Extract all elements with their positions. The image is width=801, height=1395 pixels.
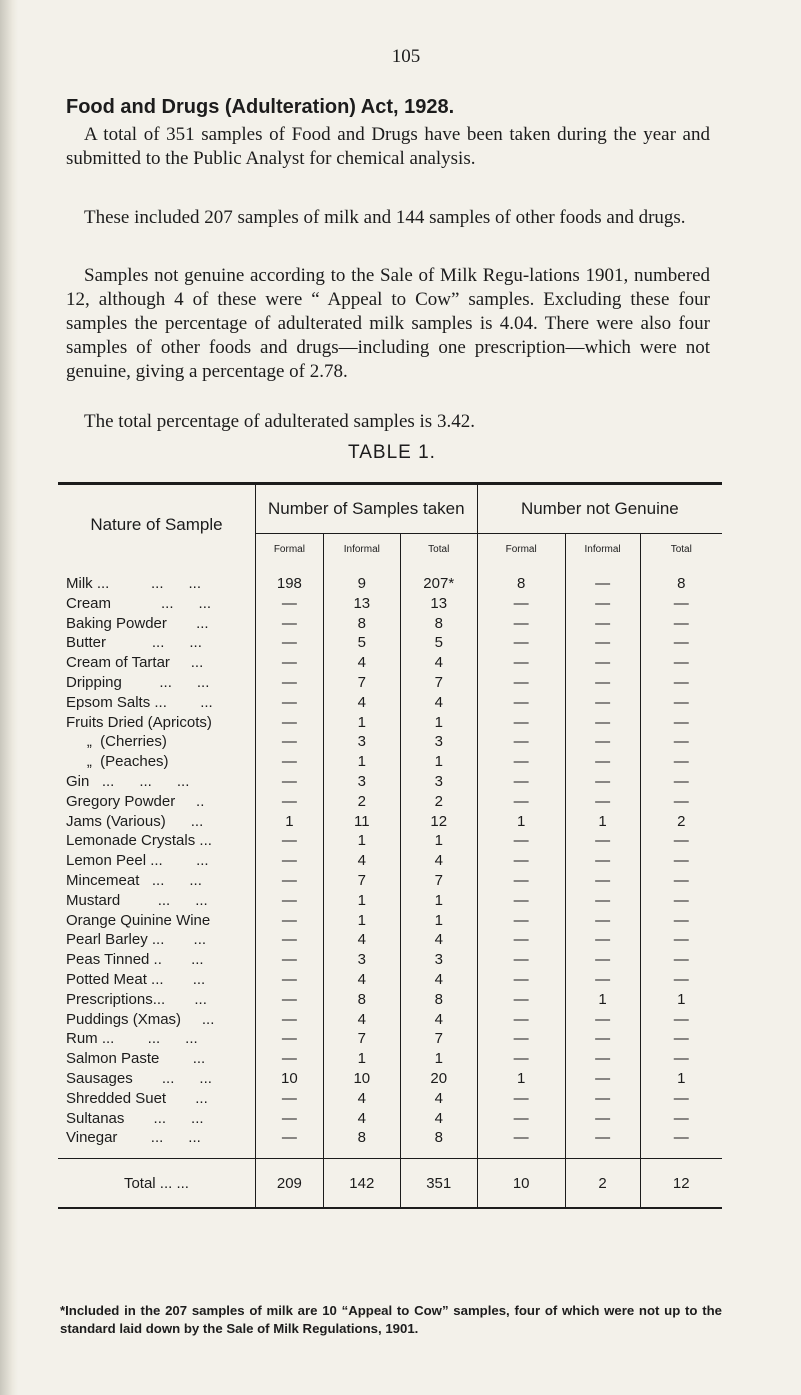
value-cell: 4 <box>323 930 400 950</box>
table-row <box>58 732 722 752</box>
sample-name-cell: Peas Tinned .. ... <box>66 951 204 969</box>
paragraph-3: Samples not genuine according to the Sale of Milk Regu-lations 1901, numbered 12, although 4 of these were “ Appeal to Cow” samples. Excluding these four samples the percentage of adulterated milk samples is 4.04. There were also four samples of other foods and drugs—including one prescription—which were not genuine, giving a percentage of 2.78. <box>66 265 710 382</box>
value-cell: — <box>477 1128 565 1148</box>
value-cell: — <box>640 1109 722 1129</box>
value-cell: 2 <box>400 792 477 812</box>
value-cell: — <box>565 950 640 970</box>
sample-name-cell: Baking Powder ... <box>66 614 209 632</box>
value-cell: — <box>640 851 722 871</box>
value-cell: — <box>255 732 323 752</box>
value-cell: — <box>640 1049 722 1069</box>
value-cell: — <box>640 792 722 812</box>
value-cell: 4 <box>400 970 477 990</box>
value-cell: — <box>255 653 323 673</box>
subheader-total-not-genuine: Total <box>640 534 722 565</box>
value-cell: — <box>565 792 640 812</box>
value-cell: — <box>640 614 722 634</box>
value-cell: 7 <box>400 871 477 891</box>
value-cell: 4 <box>400 653 477 673</box>
value-cell: 11 <box>323 812 400 832</box>
value-cell: — <box>640 752 722 772</box>
value-cell: — <box>255 1109 323 1129</box>
total-cell: 10 <box>477 1159 565 1209</box>
total-cell: 2 <box>565 1159 640 1209</box>
total-cell: 12 <box>640 1159 722 1209</box>
sample-name-cell: Lemon Peel ... ... <box>66 852 209 870</box>
value-cell: 8 <box>323 1128 400 1148</box>
value-cell: 4 <box>400 851 477 871</box>
value-cell: 7 <box>323 1029 400 1049</box>
page-number: 105 <box>391 46 421 67</box>
value-cell: — <box>477 1029 565 1049</box>
value-cell: — <box>565 732 640 752</box>
value-cell: — <box>255 772 323 792</box>
sample-name-cell: Vinegar ... ... <box>66 1129 201 1147</box>
value-cell: — <box>640 1128 722 1148</box>
value-cell: 5 <box>323 633 400 653</box>
value-cell: — <box>565 1069 640 1089</box>
value-cell: 8 <box>323 614 400 634</box>
value-cell: — <box>477 713 565 733</box>
value-cell: — <box>640 713 722 733</box>
header-samples-taken: Number of Samples taken <box>255 484 477 534</box>
value-cell: — <box>477 871 565 891</box>
total-cell: 209 <box>255 1159 323 1209</box>
value-cell: 1 <box>400 713 477 733</box>
sample-name-cell: Lemonade Crystals ... <box>66 832 212 850</box>
value-cell: 4 <box>400 1010 477 1030</box>
sample-name-cell: Epsom Salts ... ... <box>66 693 213 711</box>
value-cell: — <box>255 851 323 871</box>
value-cell: — <box>255 633 323 653</box>
value-cell: — <box>565 653 640 673</box>
sample-name-cell: Butter ... ... <box>66 634 202 652</box>
table-row <box>58 1069 722 1089</box>
table-row <box>58 950 722 970</box>
value-cell: 7 <box>323 871 400 891</box>
value-cell: — <box>255 752 323 772</box>
table-row <box>58 1049 722 1069</box>
value-cell: — <box>255 831 323 851</box>
value-cell: 10 <box>323 1069 400 1089</box>
sample-name-cell: Dripping ... ... <box>66 673 210 691</box>
value-cell: — <box>565 970 640 990</box>
value-cell: 1 <box>400 752 477 772</box>
value-cell: 7 <box>400 673 477 693</box>
value-cell: 1 <box>640 990 722 1010</box>
value-cell: 20 <box>400 1069 477 1089</box>
table-body <box>58 564 722 1159</box>
value-cell: — <box>255 1049 323 1069</box>
value-cell: — <box>477 633 565 653</box>
sample-name-cell: Gin ... ... ... <box>66 772 190 790</box>
value-cell: 8 <box>400 614 477 634</box>
value-cell: — <box>255 930 323 950</box>
value-cell: — <box>477 693 565 713</box>
table-row <box>58 990 722 1010</box>
value-cell: — <box>255 693 323 713</box>
value-cell: 4 <box>323 693 400 713</box>
value-cell: 198 <box>255 574 323 594</box>
value-cell: 4 <box>323 970 400 990</box>
table-footnote: *Included in the 207 samples of milk are 10 “Appeal to Cow” samples, four of which were not up to the standard laid down by the Sale of Milk Regulations, 1901. <box>60 1303 722 1336</box>
value-cell: — <box>255 1128 323 1148</box>
sample-name-cell: Potted Meat ... ... <box>66 970 206 988</box>
value-cell: — <box>477 732 565 752</box>
value-cell: — <box>565 1049 640 1069</box>
table-row <box>58 752 722 772</box>
sample-name-cell: Cream ... ... <box>66 594 212 612</box>
value-cell: 8 <box>400 990 477 1010</box>
value-cell: 8 <box>323 990 400 1010</box>
value-cell: — <box>477 594 565 614</box>
value-cell: — <box>640 772 722 792</box>
sample-name-cell: Salmon Paste ... <box>66 1050 206 1068</box>
value-cell: — <box>477 673 565 693</box>
value-cell: — <box>255 891 323 911</box>
value-cell: — <box>477 990 565 1010</box>
sample-name-cell: „ (Peaches) <box>66 753 169 771</box>
table-row <box>58 891 722 911</box>
value-cell: 1 <box>323 831 400 851</box>
sample-name-cell: Mustard ... ... <box>66 891 208 909</box>
value-cell: — <box>255 970 323 990</box>
value-cell: — <box>255 911 323 931</box>
section-heading: Food and Drugs (Adulteration) Act, 1928. <box>66 96 455 118</box>
value-cell: 207* <box>400 574 477 594</box>
subheader-informal: Informal <box>323 534 400 565</box>
paragraph-4: The total percentage of adulterated samples is 3.42. <box>84 411 475 432</box>
sample-name-cell: Sultanas ... ... <box>66 1109 204 1127</box>
value-cell: — <box>640 911 722 931</box>
value-cell: — <box>565 713 640 733</box>
value-cell: 8 <box>640 574 722 594</box>
value-cell: — <box>477 911 565 931</box>
value-cell: — <box>640 891 722 911</box>
value-cell: 3 <box>323 950 400 970</box>
value-cell: — <box>565 871 640 891</box>
value-cell: — <box>565 633 640 653</box>
total-label: Total ... ... <box>58 1159 255 1209</box>
total-cell: 142 <box>323 1159 400 1209</box>
value-cell: — <box>255 1010 323 1030</box>
value-cell: 1 <box>323 713 400 733</box>
value-cell: — <box>640 1029 722 1049</box>
sample-name-cell: Pearl Barley ... ... <box>66 931 207 949</box>
sample-name-cell: „ (Cherries) <box>66 733 167 751</box>
sample-name-cell: Gregory Powder .. <box>66 792 205 810</box>
subheader-formal-not-genuine: Formal <box>477 534 565 565</box>
table-row <box>58 1128 722 1148</box>
table-row <box>58 713 722 733</box>
value-cell: — <box>255 950 323 970</box>
header-not-genuine: Number not Genuine <box>477 484 722 534</box>
value-cell: 12 <box>400 812 477 832</box>
value-cell: 4 <box>400 693 477 713</box>
header-nature-of-sample: Nature of Sample <box>90 514 223 534</box>
value-cell: 1 <box>400 1049 477 1069</box>
table-row <box>58 1029 722 1049</box>
value-cell: — <box>477 930 565 950</box>
value-cell: 8 <box>477 574 565 594</box>
value-cell: — <box>640 1010 722 1030</box>
value-cell: — <box>477 851 565 871</box>
value-cell: — <box>255 1089 323 1109</box>
paragraph-2: These included 207 samples of milk and 144 samples of other foods and drugs. <box>84 207 686 228</box>
value-cell: — <box>640 594 722 614</box>
value-cell: — <box>565 831 640 851</box>
value-cell: — <box>477 1010 565 1030</box>
value-cell: 1 <box>640 1069 722 1089</box>
value-cell: — <box>255 713 323 733</box>
value-cell: — <box>255 614 323 634</box>
table-row <box>58 693 722 713</box>
value-cell: — <box>255 792 323 812</box>
value-cell: 4 <box>323 653 400 673</box>
value-cell: 1 <box>323 1049 400 1069</box>
table-row <box>58 911 722 931</box>
value-cell: — <box>477 614 565 634</box>
value-cell: — <box>565 1029 640 1049</box>
value-cell: — <box>565 772 640 792</box>
sample-name-cell: Jams (Various) ... <box>66 812 204 830</box>
value-cell: 2 <box>323 792 400 812</box>
value-cell: — <box>565 614 640 634</box>
sample-name-cell: Rum ... ... ... <box>66 1030 198 1048</box>
value-cell: 3 <box>400 732 477 752</box>
table-row <box>58 594 722 614</box>
table-title: TABLE 1. <box>348 442 436 463</box>
value-cell: 4 <box>323 851 400 871</box>
value-cell: — <box>565 752 640 772</box>
sample-name-cell: Shredded Suet ... <box>66 1089 208 1107</box>
value-cell: — <box>255 871 323 891</box>
value-cell: — <box>477 752 565 772</box>
subheader-informal-not-genuine: Informal <box>565 534 640 565</box>
table-row <box>58 1010 722 1030</box>
value-cell: 3 <box>323 772 400 792</box>
total-row <box>58 1159 722 1209</box>
value-cell: 3 <box>400 772 477 792</box>
value-cell: — <box>565 574 640 594</box>
total-cell: 351 <box>400 1159 477 1209</box>
value-cell: — <box>477 891 565 911</box>
table-row <box>58 970 722 990</box>
value-cell: 13 <box>323 594 400 614</box>
value-cell: — <box>640 871 722 891</box>
value-cell: — <box>255 673 323 693</box>
value-cell: — <box>255 594 323 614</box>
value-cell: — <box>255 1029 323 1049</box>
table-row <box>58 772 722 792</box>
value-cell: — <box>640 970 722 990</box>
value-cell: 3 <box>400 950 477 970</box>
value-cell: — <box>477 950 565 970</box>
value-cell: 1 <box>400 891 477 911</box>
value-cell: — <box>565 1089 640 1109</box>
value-cell: 1 <box>477 812 565 832</box>
sample-name-cell: Fruits Dried (Apricots) <box>66 713 212 731</box>
sample-name-cell: Cream of Tartar ... <box>66 654 204 672</box>
table-row <box>58 653 722 673</box>
value-cell: — <box>255 990 323 1010</box>
value-cell: 1 <box>565 990 640 1010</box>
value-cell: 8 <box>400 1128 477 1148</box>
value-cell: 10 <box>255 1069 323 1089</box>
value-cell: — <box>565 1109 640 1129</box>
value-cell: — <box>477 1049 565 1069</box>
value-cell: — <box>477 831 565 851</box>
subheader-total: Total <box>400 534 477 565</box>
value-cell: — <box>477 772 565 792</box>
value-cell: — <box>640 633 722 653</box>
table-row <box>58 812 722 832</box>
value-cell: 1 <box>477 1069 565 1089</box>
value-cell: — <box>477 792 565 812</box>
value-cell: — <box>477 653 565 673</box>
value-cell: 1 <box>323 891 400 911</box>
value-cell: — <box>565 594 640 614</box>
sample-name-cell: Prescriptions... ... <box>66 990 207 1008</box>
table-row <box>58 1089 722 1109</box>
table-row <box>58 574 722 594</box>
value-cell: — <box>565 851 640 871</box>
value-cell: 4 <box>400 930 477 950</box>
value-cell: — <box>477 970 565 990</box>
value-cell: 1 <box>255 812 323 832</box>
sample-name-cell: Milk ... ... ... <box>66 575 202 592</box>
value-cell: 4 <box>323 1010 400 1030</box>
value-cell: 13 <box>400 594 477 614</box>
table-row <box>58 930 722 950</box>
value-cell: — <box>640 950 722 970</box>
value-cell: — <box>565 930 640 950</box>
table-row <box>58 831 722 851</box>
value-cell: — <box>565 1010 640 1030</box>
sample-name-cell: Orange Quinine Wine <box>66 911 211 929</box>
value-cell: — <box>640 1089 722 1109</box>
value-cell: 4 <box>323 1109 400 1129</box>
value-cell: — <box>640 831 722 851</box>
value-cell: — <box>640 732 722 752</box>
value-cell: 1 <box>400 911 477 931</box>
table-row <box>58 871 722 891</box>
value-cell: 7 <box>400 1029 477 1049</box>
subheader-formal: Formal <box>255 534 323 565</box>
value-cell: — <box>565 673 640 693</box>
table-row <box>58 851 722 871</box>
value-cell: — <box>640 693 722 713</box>
page-edge <box>0 0 18 1395</box>
table-row <box>58 673 722 693</box>
table-row <box>58 633 722 653</box>
value-cell: 7 <box>323 673 400 693</box>
value-cell: 9 <box>323 574 400 594</box>
value-cell: — <box>565 693 640 713</box>
value-cell: 1 <box>323 752 400 772</box>
value-cell: — <box>565 1128 640 1148</box>
table-row <box>58 792 722 812</box>
value-cell: — <box>640 673 722 693</box>
value-cell: 3 <box>323 732 400 752</box>
samples-table <box>58 482 722 1209</box>
sample-name-cell: Puddings (Xmas) ... <box>66 1010 215 1028</box>
value-cell: — <box>640 930 722 950</box>
value-cell: 5 <box>400 633 477 653</box>
value-cell: 4 <box>400 1109 477 1129</box>
value-cell: — <box>477 1089 565 1109</box>
value-cell: 4 <box>323 1089 400 1109</box>
value-cell: 4 <box>400 1089 477 1109</box>
value-cell: 2 <box>640 812 722 832</box>
table-row <box>58 614 722 634</box>
value-cell: — <box>640 653 722 673</box>
sample-name-cell: Sausages ... ... <box>66 1069 212 1087</box>
value-cell: — <box>565 911 640 931</box>
value-cell: 1 <box>565 812 640 832</box>
value-cell: — <box>565 891 640 911</box>
value-cell: — <box>477 1109 565 1129</box>
value-cell: 1 <box>323 911 400 931</box>
value-cell: 1 <box>400 831 477 851</box>
table-row <box>58 1109 722 1129</box>
sample-name-cell: Mincemeat ... ... <box>66 871 202 889</box>
paragraph-1: A total of 351 samples of Food and Drugs have been taken during the year and submitted to the Public Analyst for chemical analysis. <box>66 124 710 169</box>
